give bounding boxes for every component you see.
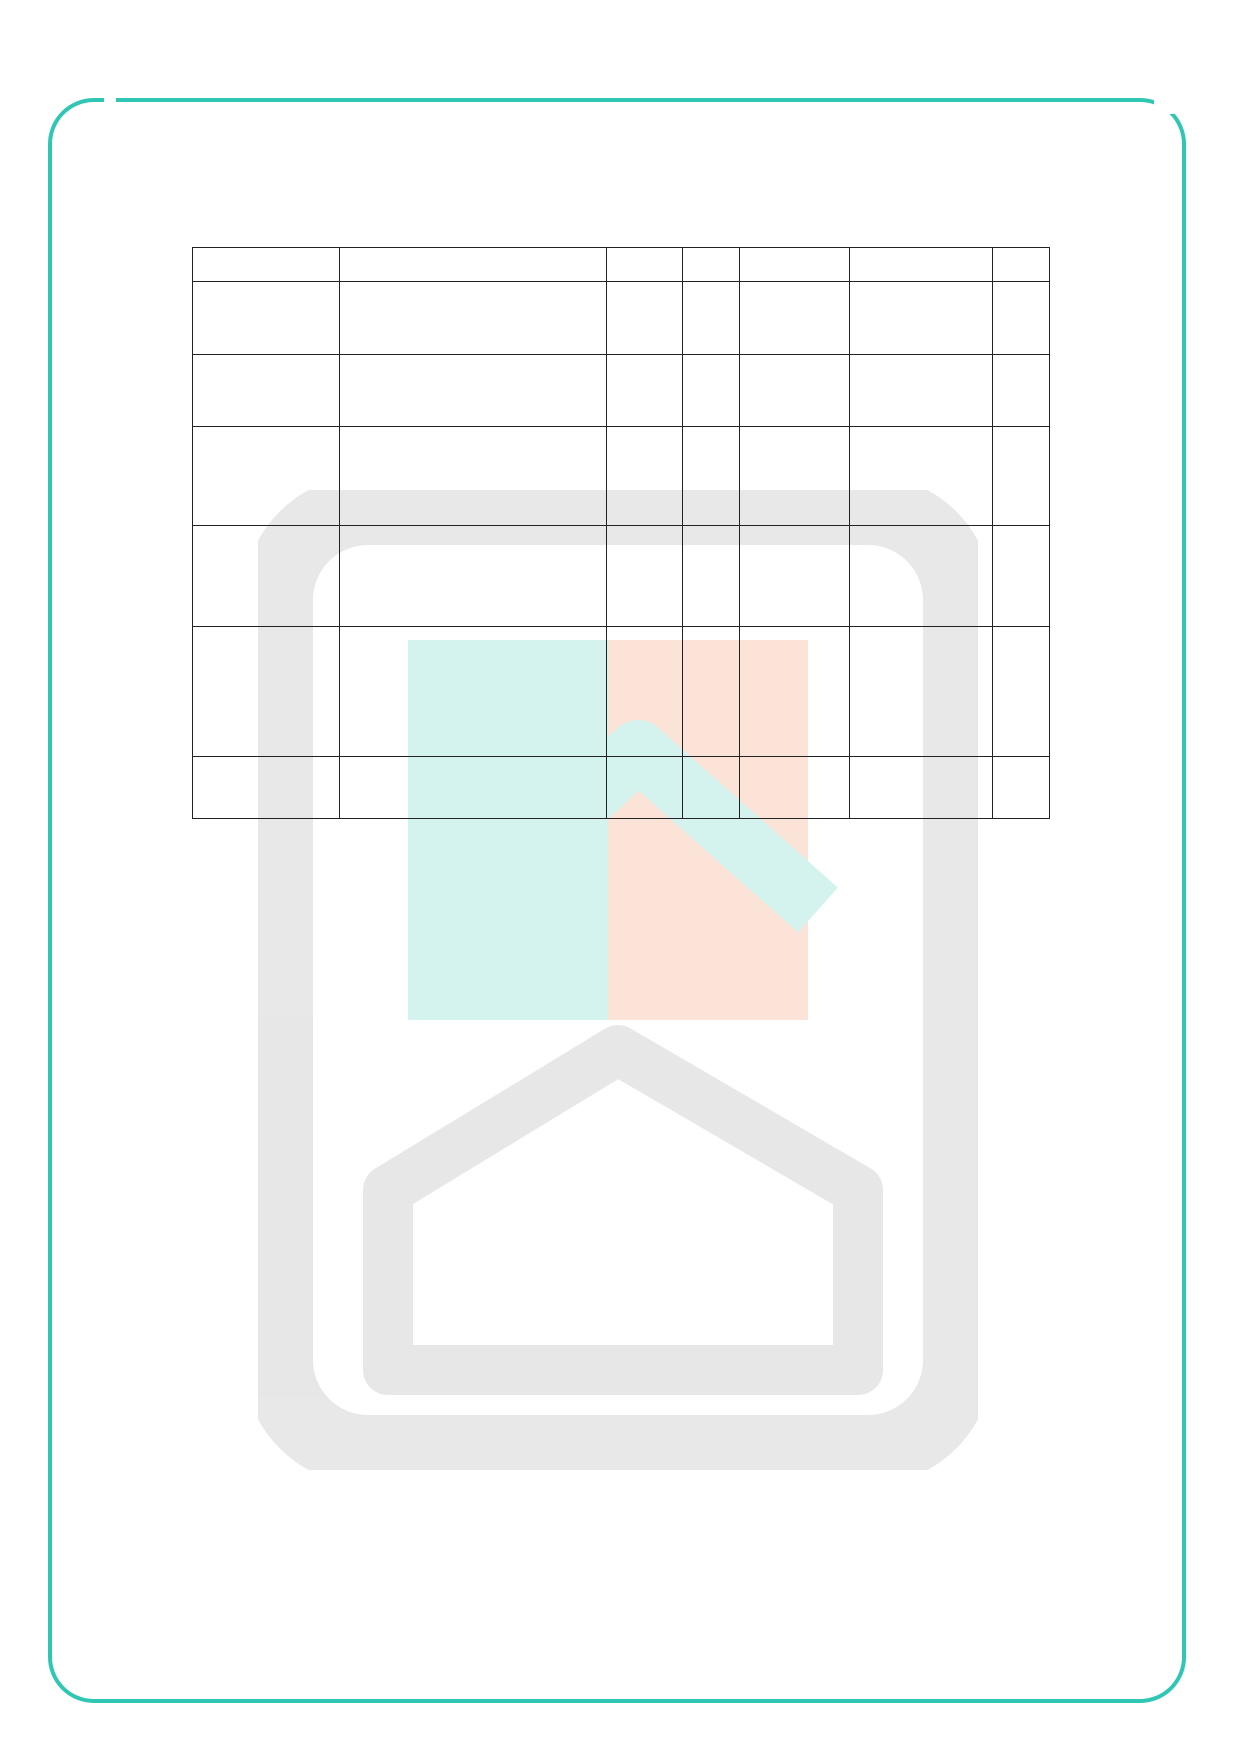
row-number [993,757,1050,819]
col-header-row [993,248,1050,282]
row-number [993,526,1050,627]
plate-number [740,282,850,355]
status [607,282,683,355]
model-year [683,282,740,355]
base-price [193,526,340,627]
list-label [1154,84,1174,114]
table-row [193,757,1050,819]
table-header-row [193,248,1050,282]
base-price [193,282,340,355]
car-type [850,526,993,627]
vehicles-table [192,247,1050,819]
plate-number [740,355,850,427]
status [607,757,683,819]
description [340,355,607,427]
row-number [993,355,1050,427]
col-header-plate [740,248,850,282]
col-header-model [683,248,740,282]
base-price [193,355,340,427]
status [607,355,683,427]
description [340,427,607,526]
col-header-base-price [193,248,340,282]
model-year [683,757,740,819]
car-type [850,627,993,757]
model-year [683,355,740,427]
model-year [683,627,740,757]
plate-number [740,627,850,757]
table-row [193,627,1050,757]
status [607,526,683,627]
row-number [993,627,1050,757]
car-type [850,355,993,427]
website-url[interactable] [104,84,116,114]
row-number [993,282,1050,355]
base-price [193,627,340,757]
base-price [193,757,340,819]
table-row [193,282,1050,355]
table-row [193,355,1050,427]
row-number [993,427,1050,526]
plate-number [740,526,850,627]
plate-number [740,427,850,526]
description [340,627,607,757]
description [340,757,607,819]
base-price [193,427,340,526]
car-type [850,427,993,526]
car-type [850,282,993,355]
description [340,282,607,355]
table-row [193,526,1050,627]
col-header-car-type [850,248,993,282]
table-row [193,427,1050,526]
status [607,627,683,757]
plate-number [740,757,850,819]
status [607,427,683,526]
col-header-status [607,248,683,282]
description [340,526,607,627]
model-year [683,427,740,526]
car-type [850,757,993,819]
model-year [683,526,740,627]
col-header-description [340,248,607,282]
